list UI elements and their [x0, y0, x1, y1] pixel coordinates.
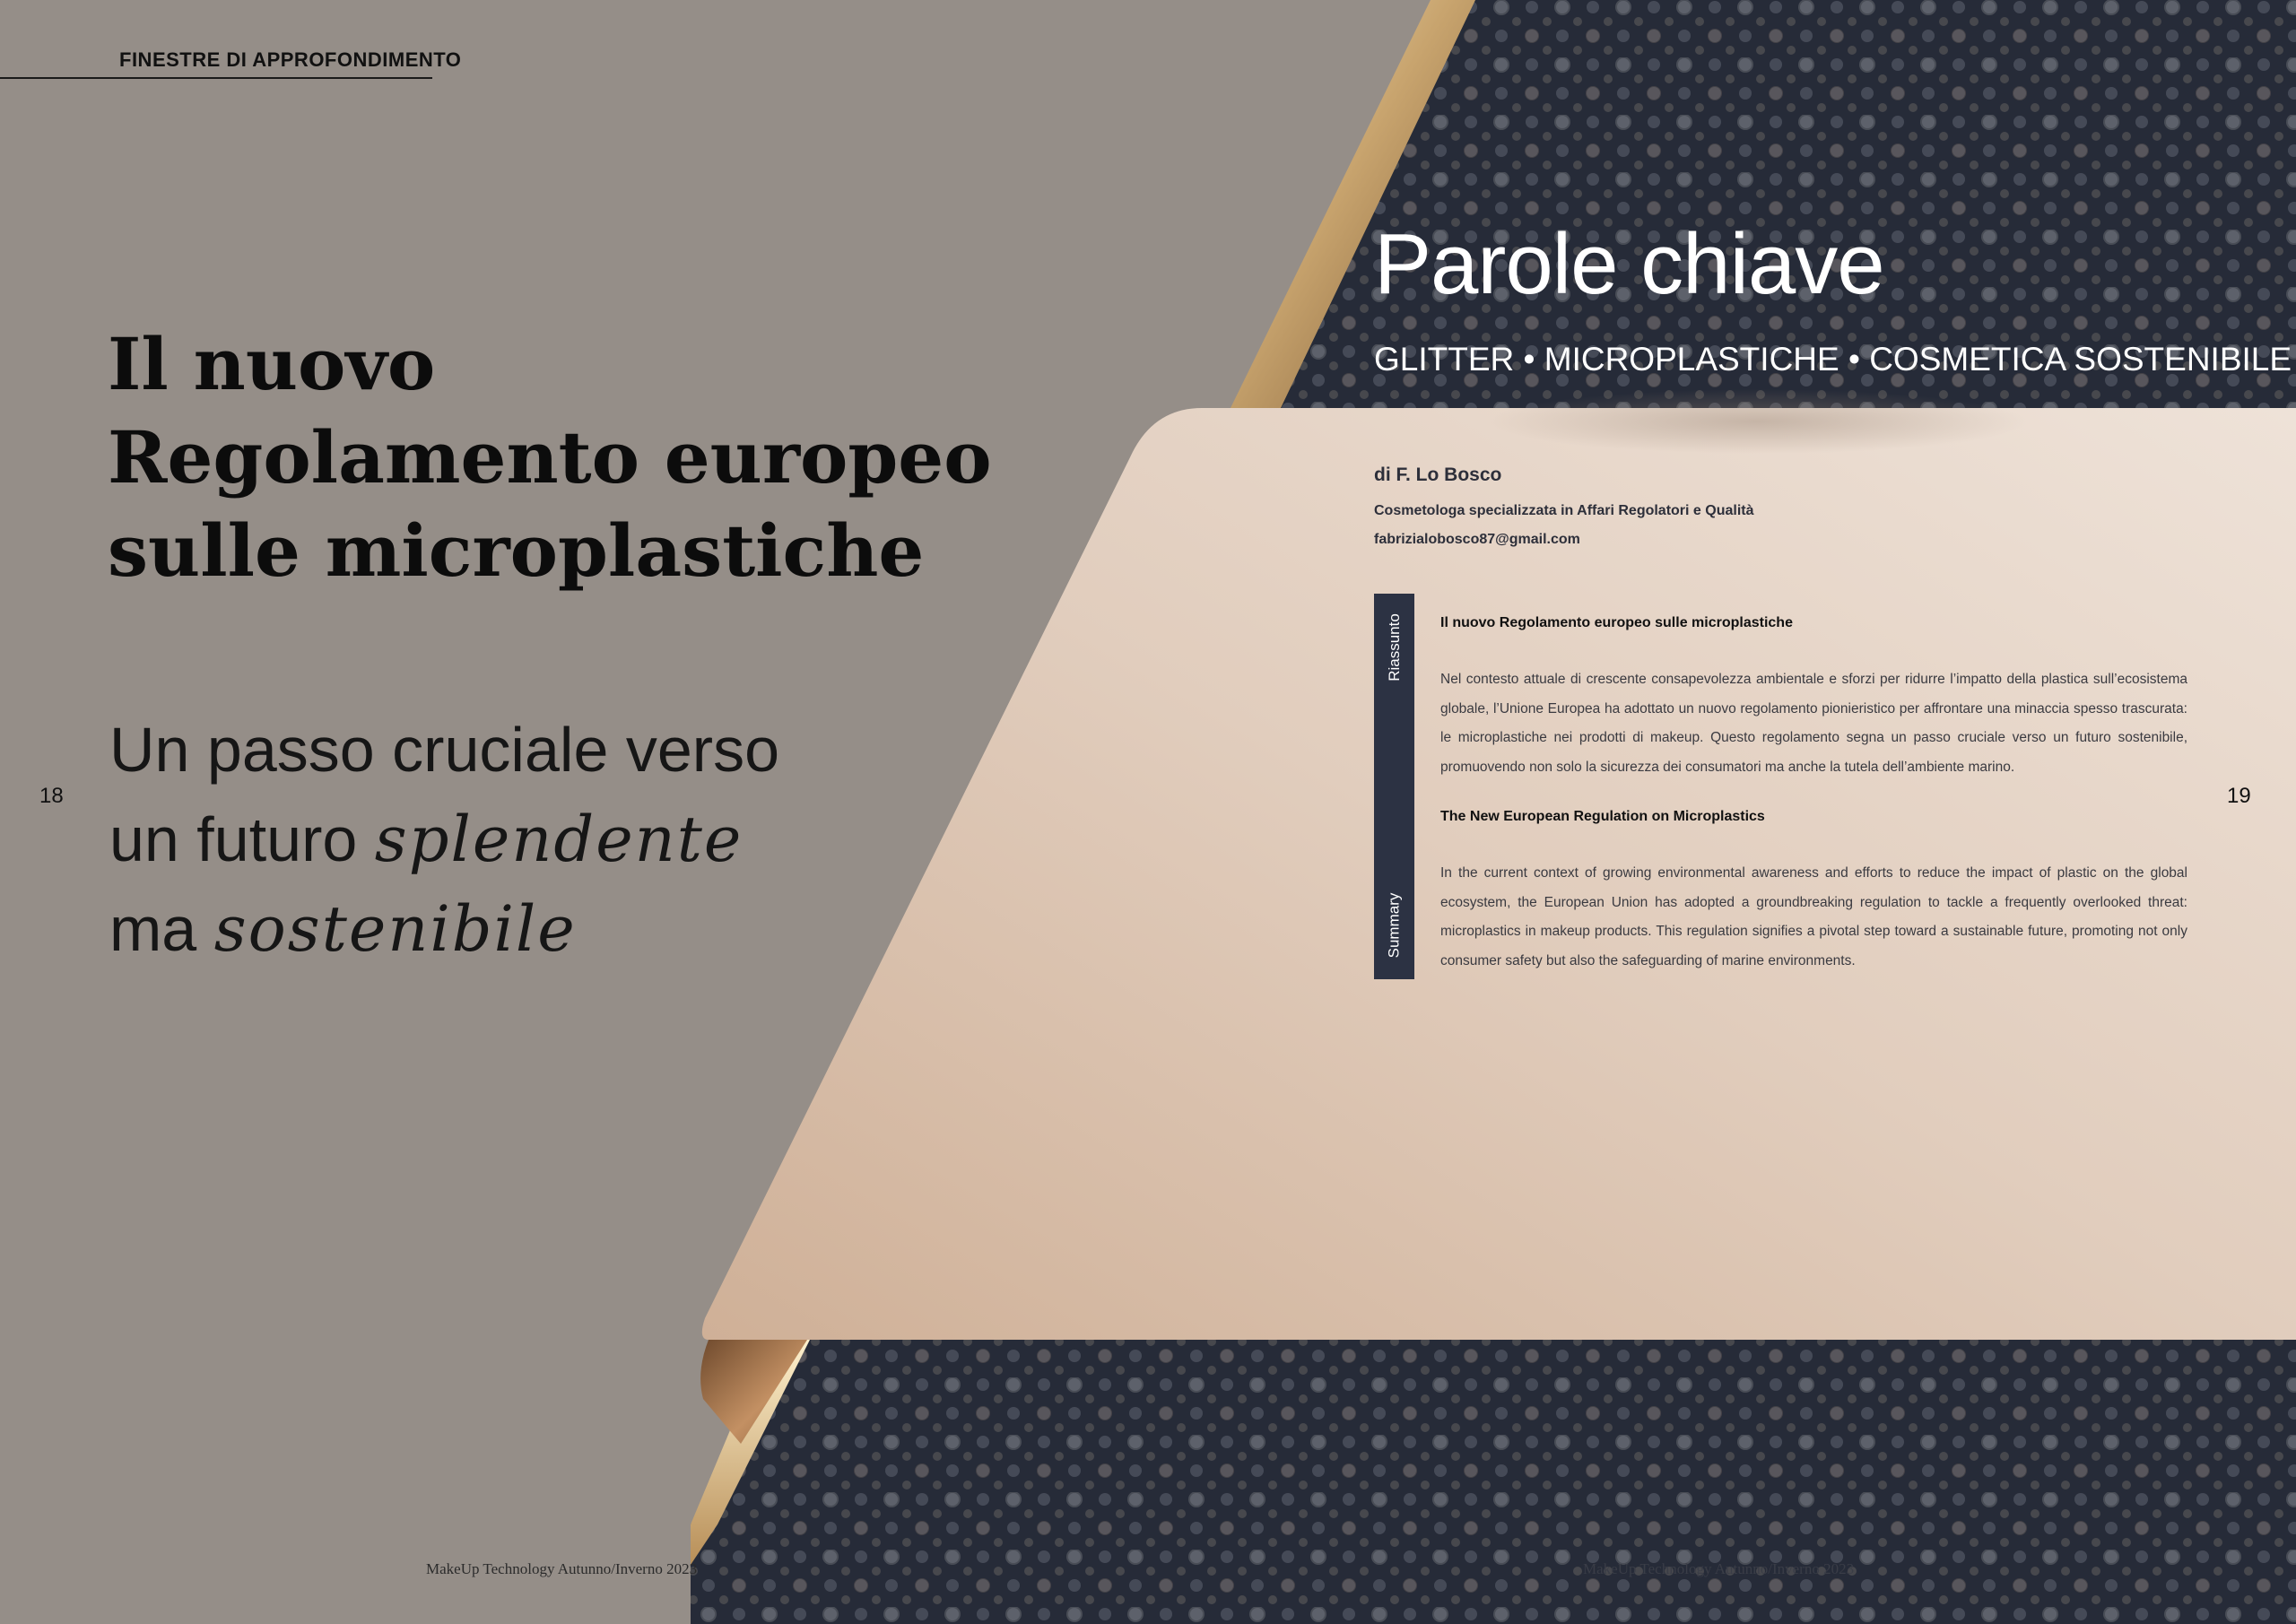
- tagline-line-2: [109, 795, 917, 884]
- abstract-block: [1440, 615, 2187, 1003]
- author-email[interactable]: fabrizialobosco87@gmail.com: [1374, 532, 1580, 547]
- author-name: di F. Lo Bosco: [1374, 465, 1502, 485]
- author-role: Cosmetologa specializzata in Affari Regolatori e Qualità: [1374, 503, 1754, 518]
- tagline-line-1: Un passo cruciale verso: [109, 715, 779, 785]
- abstract-en-heading: The New European Regulation on Microplastics: [1440, 809, 1765, 824]
- tagline-line-3-text: ma: [109, 894, 197, 965]
- abstract-it-heading: Il nuovo Regolamento europeo sulle microplastiche: [1440, 615, 1793, 630]
- title-line-2: Regolamento europeo: [108, 415, 992, 499]
- footer-left: MakeUp Technology Autunno/Inverno 2023: [426, 1560, 698, 1577]
- tagline-script-word-2: sostenibile: [213, 892, 577, 967]
- sidebar-label-riassunto: Riassunto: [1385, 613, 1403, 682]
- page-number-right: 19: [2227, 784, 2251, 808]
- section-rule: [0, 77, 432, 79]
- tagline-line-3: [109, 884, 917, 974]
- abstract-en-body: In the current context of growing environmental awareness and efforts to reduce the impact of plastic on the global ecosystem, the European Union has adopted a groundbreaking regulation to tackle a frequently overlooked threat: microplastics in makeup products. This regulation signifies a pivotal step toward a sustainable future, promoting not only consumer safety but also the safeguarding of marine environments.: [1440, 865, 2187, 968]
- keywords-list: GLITTER • MICROPLASTICHE • COSMETICA SOSTENIBILE: [1374, 341, 2292, 378]
- title-line-1: Il nuovo: [108, 322, 436, 406]
- tagline-script-word-1: splendente: [374, 803, 744, 877]
- author-block: [1374, 465, 1754, 554]
- abstract-it-body: Nel contesto attuale di crescente consapevolezza ambientale e sforzi per ridurre l’impatto della plastica sull’ecosistema globale, l’Unione Europea ha adottato un nuovo regolamento pionieristico per affrontare una minaccia spesso trascurata: le microplastiche nei prodotti di makeup. Questo regolamento segna un passo cruciale verso un futuro sostenibile, promuovendo non solo la sicurezza dei consumatori ma anche la tutela dell’ambiente marino.: [1440, 672, 2187, 775]
- article-title: [108, 317, 992, 597]
- tagline-line-2-text: un futuro: [109, 804, 358, 875]
- tagline: [109, 705, 917, 974]
- sidebar-label-summary: Summary: [1385, 892, 1403, 959]
- section-tag: FINESTRE DI APPROFONDIMENTO: [119, 48, 462, 71]
- title-line-3: sulle microplastiche: [108, 508, 925, 593]
- abstract-sidebar: [1374, 594, 1414, 979]
- keywords-title: Parole chiave: [1374, 216, 1884, 312]
- page-number-left: 18: [39, 784, 64, 808]
- footer-right: MakeUp Technology Autunno/Inverno 2023: [1583, 1560, 1855, 1577]
